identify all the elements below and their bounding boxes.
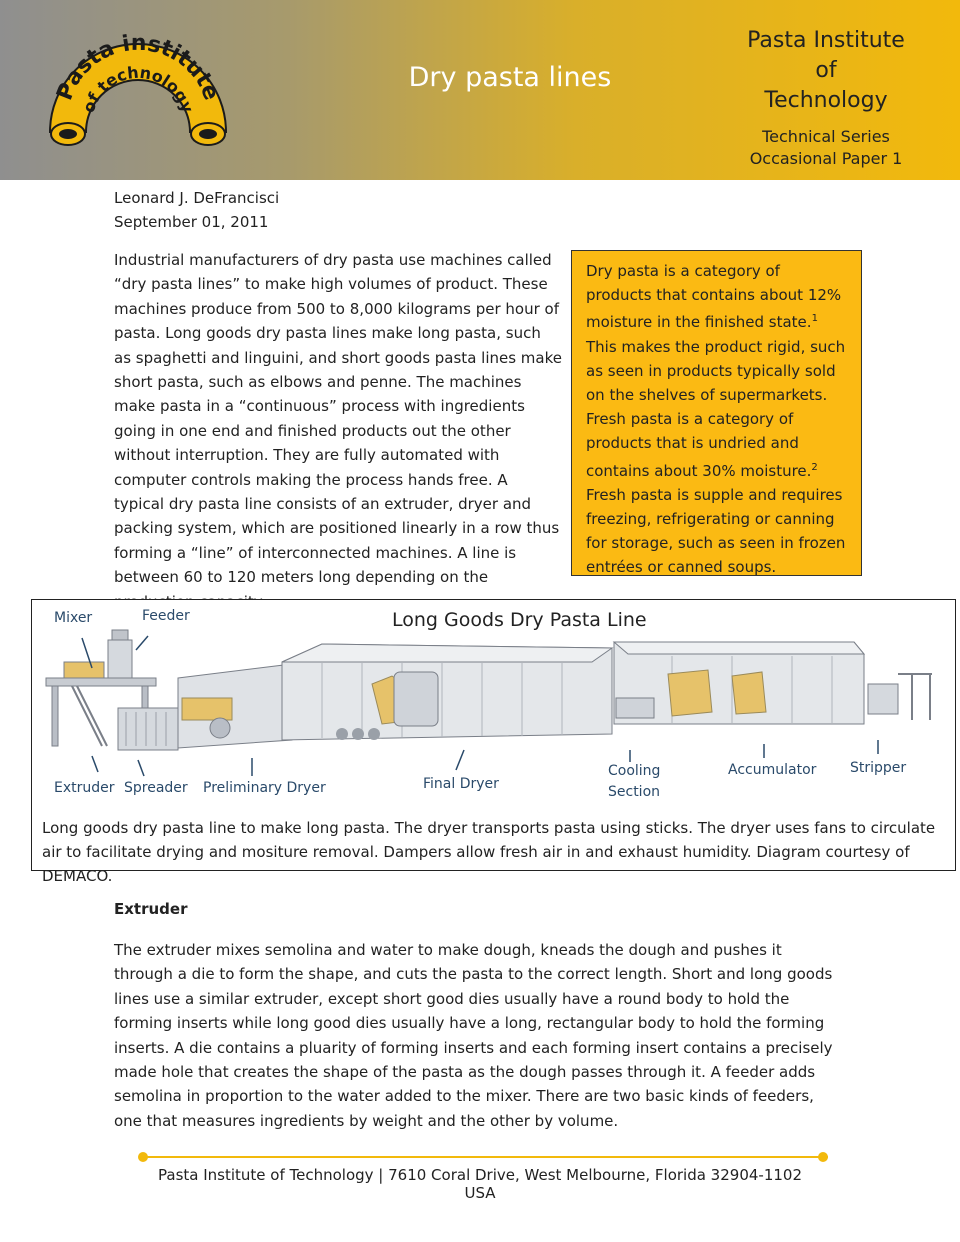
sidebar-text-part1: Dry pasta is a category of products that contains about 12% moisture in the finished state. bbox=[586, 262, 842, 332]
logo-text-top: Pasta institute bbox=[52, 30, 224, 104]
figure-title: Long Goods Dry Pasta Line bbox=[392, 609, 647, 631]
label-final-dryer: Final Dryer bbox=[423, 776, 499, 792]
section-body-extruder: The extruder mixes semolina and water to make dough, kneads the dough and pushes it through a die to form the shape, and cuts the pasta to the correct length. Short and long goods lines use a similar extruder, except short good dies usually have a round body to hold the forming inserts while long good dies usually have a long, rectangular body to hold the forming inserts. A die contains a pluarity of forming inserts and each forming insert contains a precisely made hole that creates the shape of the pasta as the dough passes through it. A feeder adds semolina in proportion to the water added to the mixer. There are two basic kinds of feeders, one that measures ingredients by weight and the other by volume. bbox=[114, 941, 833, 1130]
stripper-machine bbox=[868, 674, 932, 720]
label-cooling-section: Cooling Section bbox=[608, 763, 661, 800]
page-header bbox=[0, 0, 960, 180]
sidebar-text-part2: This makes the product rigid, such as seen in products typically sold on the shelves of supermarkets. Fresh pasta is a category of products that is undried and contains about 30% moisture. bbox=[586, 337, 846, 480]
label-spreader: Spreader bbox=[124, 780, 188, 796]
series-label: Technical Series Occasional Paper 1 bbox=[749, 127, 903, 168]
footnote-ref-2: 2 bbox=[811, 461, 818, 473]
footer-dot-right bbox=[818, 1152, 828, 1162]
extruder-machine bbox=[46, 630, 178, 750]
label-mixer: Mixer bbox=[54, 610, 93, 626]
label-accumulator: Accumulator bbox=[728, 762, 817, 778]
document-title: Dry pasta lines bbox=[408, 62, 612, 93]
logo-text-bottom: of technology bbox=[78, 62, 198, 116]
author-name: Leonard J. DeFrancisci bbox=[114, 189, 280, 207]
label-extruder: Extruder bbox=[54, 780, 115, 796]
preliminary-dryer-machine bbox=[178, 664, 292, 748]
label-preliminary-dryer: Preliminary Dryer bbox=[203, 780, 326, 796]
institute-name: Pasta Institute of Technology bbox=[747, 28, 905, 113]
publication-date: September 01, 2011 bbox=[114, 213, 269, 231]
sidebar-text-part3: Fresh pasta is supple and requires freezing, refrigerating or canning for storage, such as seen in frozen entrées or canned soups. bbox=[586, 485, 846, 577]
footer-rule bbox=[142, 1156, 828, 1158]
label-stripper: Stripper bbox=[850, 760, 907, 776]
figure-caption: Long goods dry pasta line to make long pasta. The dryer transports pasta using sticks. The dryer uses fans to circulate air to facilitate drying and mositure removal. Dampers allow fresh air in and exhaust humidity. Diagram courtesy of DEMACO. bbox=[42, 819, 936, 885]
footer-address: Pasta Institute of Technology | 7610 Coral Drive, West Melbourne, Florida 32904-1102 USA bbox=[158, 1166, 802, 1202]
definition-sidebar bbox=[571, 250, 862, 576]
label-feeder: Feeder bbox=[142, 608, 190, 624]
sidebar-text bbox=[586, 259, 849, 580]
footnote-ref-1: 1 bbox=[811, 313, 818, 325]
section-heading-extruder: Extruder bbox=[114, 900, 188, 918]
pasta-line-figure bbox=[31, 599, 956, 885]
institute-logo bbox=[38, 12, 238, 152]
accumulator-machine bbox=[614, 642, 864, 724]
final-dryer-machine bbox=[282, 644, 612, 740]
intro-paragraph: Industrial manufacturers of dry pasta use machines called “dry pasta lines” to make high volumes of product. These machines produce from 500 to 8,000 kilograms per hour of pasta. Long goods dry pasta lines make long pasta, such as spaghetti and linguini, and short goods pasta lines make short pasta, such as elbows and penne. The machines make pasta in a “continuous” process with ingredients going in one end and finished products out the other without interruption. They are fully automated with computer controls making the process hands free. A typical dry pasta line consists of an extruder, dryer and packing system, which are positioned linearly in a row thus forming a “line” of interconnected machines. A line is between 60 to 120 meters long depending on the bbox=[114, 251, 562, 587]
author-block bbox=[114, 186, 279, 234]
